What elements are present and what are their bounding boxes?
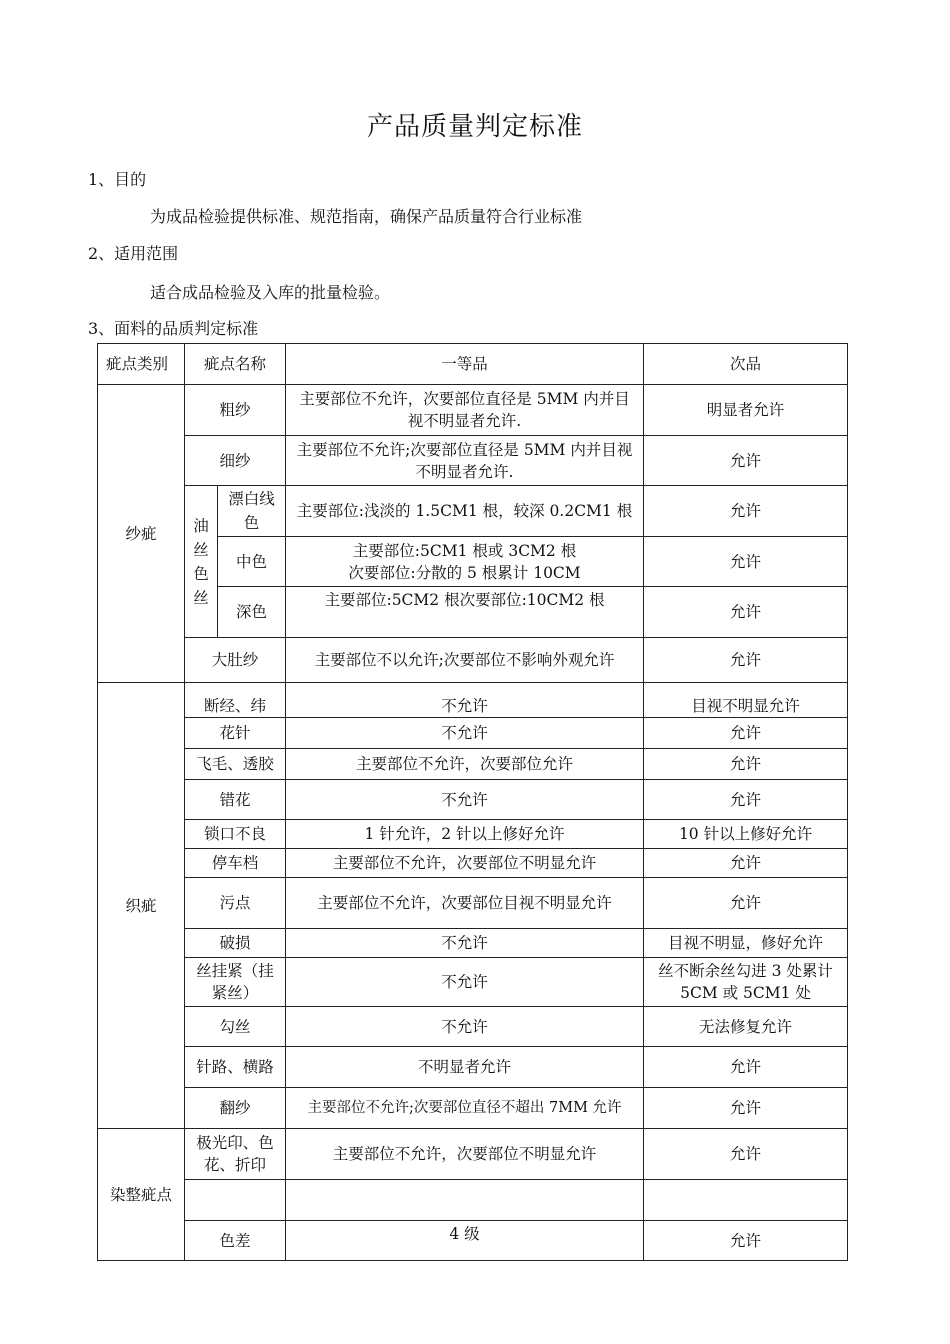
section-3-heading: 3、面料的品质判定标准 <box>88 319 259 338</box>
second-grade-cell: 明显者允许 <box>644 385 848 436</box>
defect-name: 停车档 <box>185 849 286 878</box>
first-grade-cell: 主要部位不允许;次要部位直径是 5MM 内并目视不明显者允许. <box>286 436 644 486</box>
second-grade-cell: 允许 <box>644 878 848 929</box>
first-grade-cell: 不允许 <box>286 929 644 958</box>
defect-name: 深色 <box>218 587 286 638</box>
defect-name: 翻纱 <box>185 1088 286 1129</box>
section-1-heading: 1、目的 <box>88 170 147 189</box>
first-grade-cell: 不允许 <box>286 683 644 718</box>
section-2-heading: 2、适用范围 <box>88 244 179 263</box>
section-2-body: 适合成品检验及入库的批量检验。 <box>150 283 391 302</box>
defect-name: 错花 <box>185 780 286 820</box>
second-grade-cell: 允许 <box>644 587 848 638</box>
first-grade-cell: 主要部位不允许，次要部位允许 <box>286 749 644 780</box>
first-grade-cell <box>286 1180 644 1221</box>
second-grade-cell: 允许 <box>644 749 848 780</box>
header-name: 疵点名称 <box>185 344 286 385</box>
oil-color-yarn-group <box>185 486 218 638</box>
first-grade-cell: 主要部位:5CM2 根次要部位:10CM2 根 <box>286 587 644 638</box>
second-grade-cell: 目视不明显允许 <box>644 683 848 718</box>
first-grade-cell: 不允许 <box>286 718 644 749</box>
first-grade-cell: 不允许 <box>286 1007 644 1047</box>
first-grade-cell: 4 级 <box>286 1221 644 1261</box>
first-grade-cell: 主要部位不以允许;次要部位不影响外观允许 <box>286 638 644 683</box>
first-grade-cell: 主要部位不允许，次要部位目视不明显允许 <box>286 878 644 929</box>
first-grade-cell: 主要部位:5CM1 根或 3CM2 根 次要部位:分散的 5 根累计 10CM <box>286 537 644 587</box>
second-grade-cell <box>644 1180 848 1221</box>
category-dye-finish: 染整疵点 <box>98 1129 185 1261</box>
first-grade-cell: 主要部位不允许，次要部位直径是 5MM 内并目视不明显者允许. <box>286 385 644 436</box>
defect-name: 漂白线色 <box>218 486 286 537</box>
defect-name: 破损 <box>185 929 286 958</box>
first-grade-cell: 主要部位不允许;次要部位直径不超出 7MM 允许 <box>286 1088 644 1129</box>
defect-name: 细纱 <box>185 436 286 486</box>
header-first-grade: 一等品 <box>286 344 644 385</box>
defect-name: 污点 <box>185 878 286 929</box>
defect-name: 丝挂紧（挂紧丝） <box>185 958 286 1007</box>
first-grade-cell: 不允许 <box>286 780 644 820</box>
second-grade-cell: 允许 <box>644 1088 848 1129</box>
second-grade-cell: 允许 <box>644 1221 848 1261</box>
first-grade-cell: 1 针允许，2 针以上修好允许 <box>286 820 644 849</box>
defect-name: 勾丝 <box>185 1007 286 1047</box>
defect-name <box>185 1180 286 1221</box>
second-grade-cell: 无法修复允许 <box>644 1007 848 1047</box>
defect-name: 色差 <box>185 1221 286 1261</box>
first-grade-cell: 主要部位不允许，次要部位不明显允许 <box>286 849 644 878</box>
quality-standard-table <box>97 343 848 1261</box>
section-1-body: 为成品检验提供标准、规范指南，确保产品质量符合行业标准 <box>150 207 583 226</box>
category-weave: 织疵 <box>98 683 185 1129</box>
defect-name: 极光印、色花、折印 <box>185 1129 286 1180</box>
defect-name: 锁口不良 <box>185 820 286 849</box>
first-grade-cell: 主要部位:浅淡的 1.5CM1 根，较深 0.2CM1 根 <box>286 486 644 537</box>
second-grade-cell: 允许 <box>644 1129 848 1180</box>
defect-name: 粗纱 <box>185 385 286 436</box>
second-grade-cell: 允许 <box>644 718 848 749</box>
header-second-grade: 次品 <box>644 344 848 385</box>
second-grade-cell: 允许 <box>644 537 848 587</box>
defect-name: 大肚纱 <box>185 638 286 683</box>
second-grade-cell: 允许 <box>644 849 848 878</box>
second-grade-cell: 目视不明显，修好允许 <box>644 929 848 958</box>
defect-name: 花针 <box>185 718 286 749</box>
second-grade-cell: 10 针以上修好允许 <box>644 820 848 849</box>
second-grade-cell: 丝不断余丝勾进 3 处累计 5CM 或 5CM1 处 <box>644 958 848 1007</box>
defect-name: 断经、纬 <box>185 683 286 718</box>
second-grade-cell: 允许 <box>644 1047 848 1088</box>
defect-name: 中色 <box>218 537 286 587</box>
second-grade-cell: 允许 <box>644 638 848 683</box>
oil-group-label: 油丝色丝 <box>193 516 209 607</box>
first-grade-cell: 不明显者允许 <box>286 1047 644 1088</box>
page-title: 产品质量判定标准 <box>366 112 583 142</box>
first-grade-cell: 主要部位不允许，次要部位不明显允许 <box>286 1129 644 1180</box>
defect-name: 飞毛、透胶 <box>185 749 286 780</box>
category-yarn: 纱疵 <box>98 385 185 683</box>
second-grade-cell: 允许 <box>644 436 848 486</box>
second-grade-cell: 允许 <box>644 780 848 820</box>
defect-name: 针路、横路 <box>185 1047 286 1088</box>
second-grade-cell: 允许 <box>644 486 848 537</box>
header-category: 疵点类别 <box>98 344 185 385</box>
first-grade-cell: 不允许 <box>286 958 644 1007</box>
